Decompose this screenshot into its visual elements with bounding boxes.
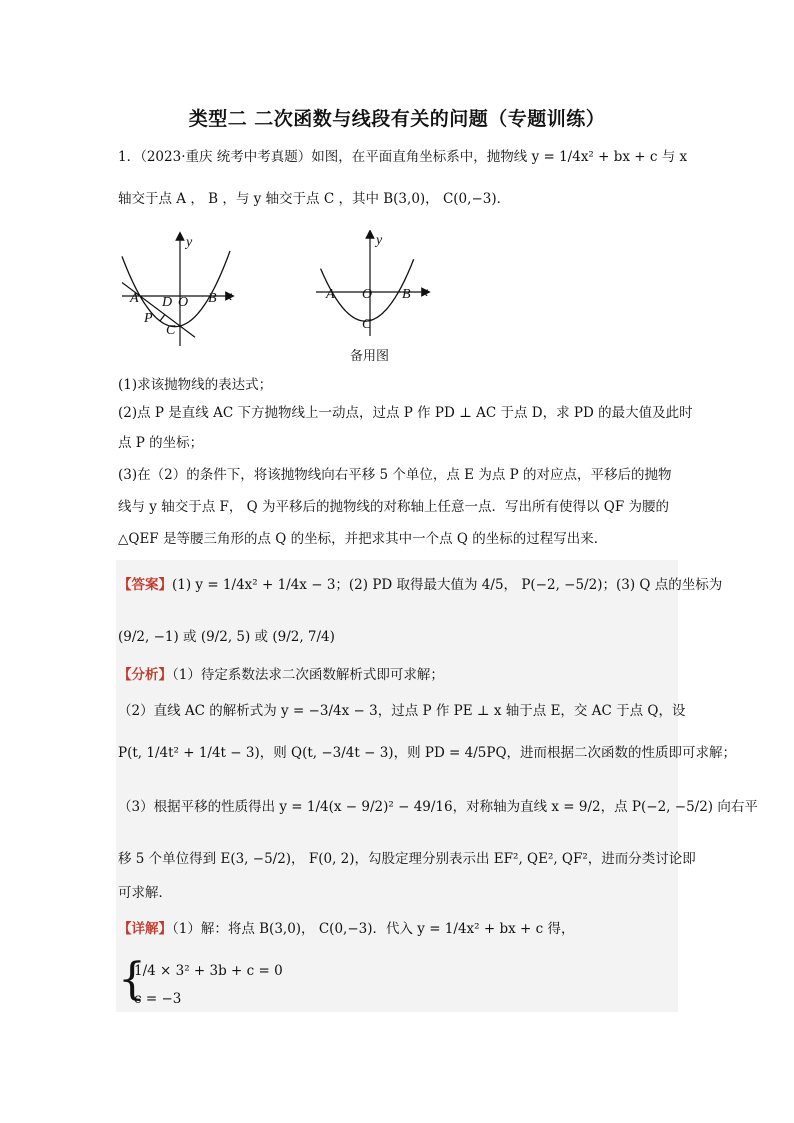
analysis-line-5: 移 5 个单位得到 E(3, −5/2)， F(0, 2)，勾股定理分别表示出 EF², QE², QF²，进而分类讨论即 [118,851,696,867]
detail-text-1: （1）解：将点 B(3,0)， C(0,−3)．代入 y = 1/4x² + bx + c 得， [172,921,575,937]
question-1: (1)求该抛物线的表达式； [118,377,273,393]
analysis-line-1 [118,664,678,686]
problem-line-1: 1．（2023·重庆 统考中考真题）如图，在平面直角坐标系中，抛物线 y = 1/4x² + bx + c 与 x [118,149,688,165]
detail-line-1 [118,918,678,940]
answer-line-2: (9/2, −1) 或 (9/2, 5) 或 (9/2, 7/4) [118,629,335,645]
figure-spare-graph [312,230,442,340]
question-2-line-1: (2)点 P 是直线 AC 下方抛物线上一动点，过点 P 作 PD ⊥ AC 于点 D，求 PD 的最大值及此时 [118,405,693,421]
analysis-line-2: （2）直线 AC 的解析式为 y = −3/4x − 3，过点 P 作 PE ⊥ x 轴于点 E，交 AC 于点 Q，设 [118,703,686,719]
answer-tag: 【答案】 [118,577,172,593]
problem-line-2: 轴交于点 A ， B ，与 y 轴交于点 C ，其中 B(3,0)， C(0,−3)． [118,191,511,207]
page-title: 类型二 二次函数与线段有关的问题（专题训练） [188,108,606,130]
question-3-line-1: (3)在（2）的条件下，将该抛物线向右平移 5 个单位，点 E 为点 P 的对应点，平移后的抛物 [118,467,672,483]
label-o: O [362,287,373,302]
answer-line-1 [118,574,723,596]
label-x: x [422,285,429,300]
question-3-line-2: 线与 y 轴交于点 F， Q 为平移后的抛物线的对称轴上任意一点．写出所有使得以 QF 为腰的 [118,499,670,515]
equation-1: 1/4 × 3² + 3b + c = 0 [134,963,283,979]
label-d: D [162,295,173,310]
label-c: C [362,317,372,332]
equation-2: c = −3 [134,991,182,1007]
label-a: A [326,287,335,302]
analysis-line-4: （3）根据平移的性质得出 y = 1/4(x − 9/2)² − 49/16，对称轴为直线 x = 9/2，点 P(−2, −5/2) 向右平 [118,799,758,815]
analysis-line-3: P(t, 1/4t² + 1/4t − 3)，则 Q(t, −3/4t − 3)，则 PD = 4/5PQ，进而根据二次函数的性质即可求解； [118,745,737,761]
answer-text-1: (1) y = 1/4x² + 1/4x − 3；(2) PD 取得最大值为 4/5， P(−2, −5/2)；(3) Q 点的坐标为 [172,577,723,593]
parabola-curve [122,251,230,327]
label-x: x [226,289,233,304]
label-y: y [376,233,383,248]
equation-system-brace: { [118,954,146,1005]
analysis-tag: 【分析】 [118,667,172,683]
label-p: P [144,311,153,326]
label-b: B [402,287,411,302]
figure-caption: 备用图 [350,349,390,364]
analysis-text-1: （1）待定系数法求二次函数解析式即可求解； [172,667,444,683]
analysis-line-6: 可求解． [118,885,172,901]
label-c: C [166,323,176,338]
label-b: B [208,291,217,306]
detail-tag: 【详解】 [118,921,172,937]
label-a: A [130,291,139,306]
segment-pd [160,315,165,321]
question-2-line-2: 点 P 的坐标； [118,435,204,451]
figure-main-graph [118,230,258,350]
question-3-line-3: △QEF 是等腰三角形的点 Q 的坐标，并把求其中一个点 Q 的坐标的过程写出来． [118,531,608,547]
label-y: y [186,235,193,250]
label-o: O [178,295,189,310]
